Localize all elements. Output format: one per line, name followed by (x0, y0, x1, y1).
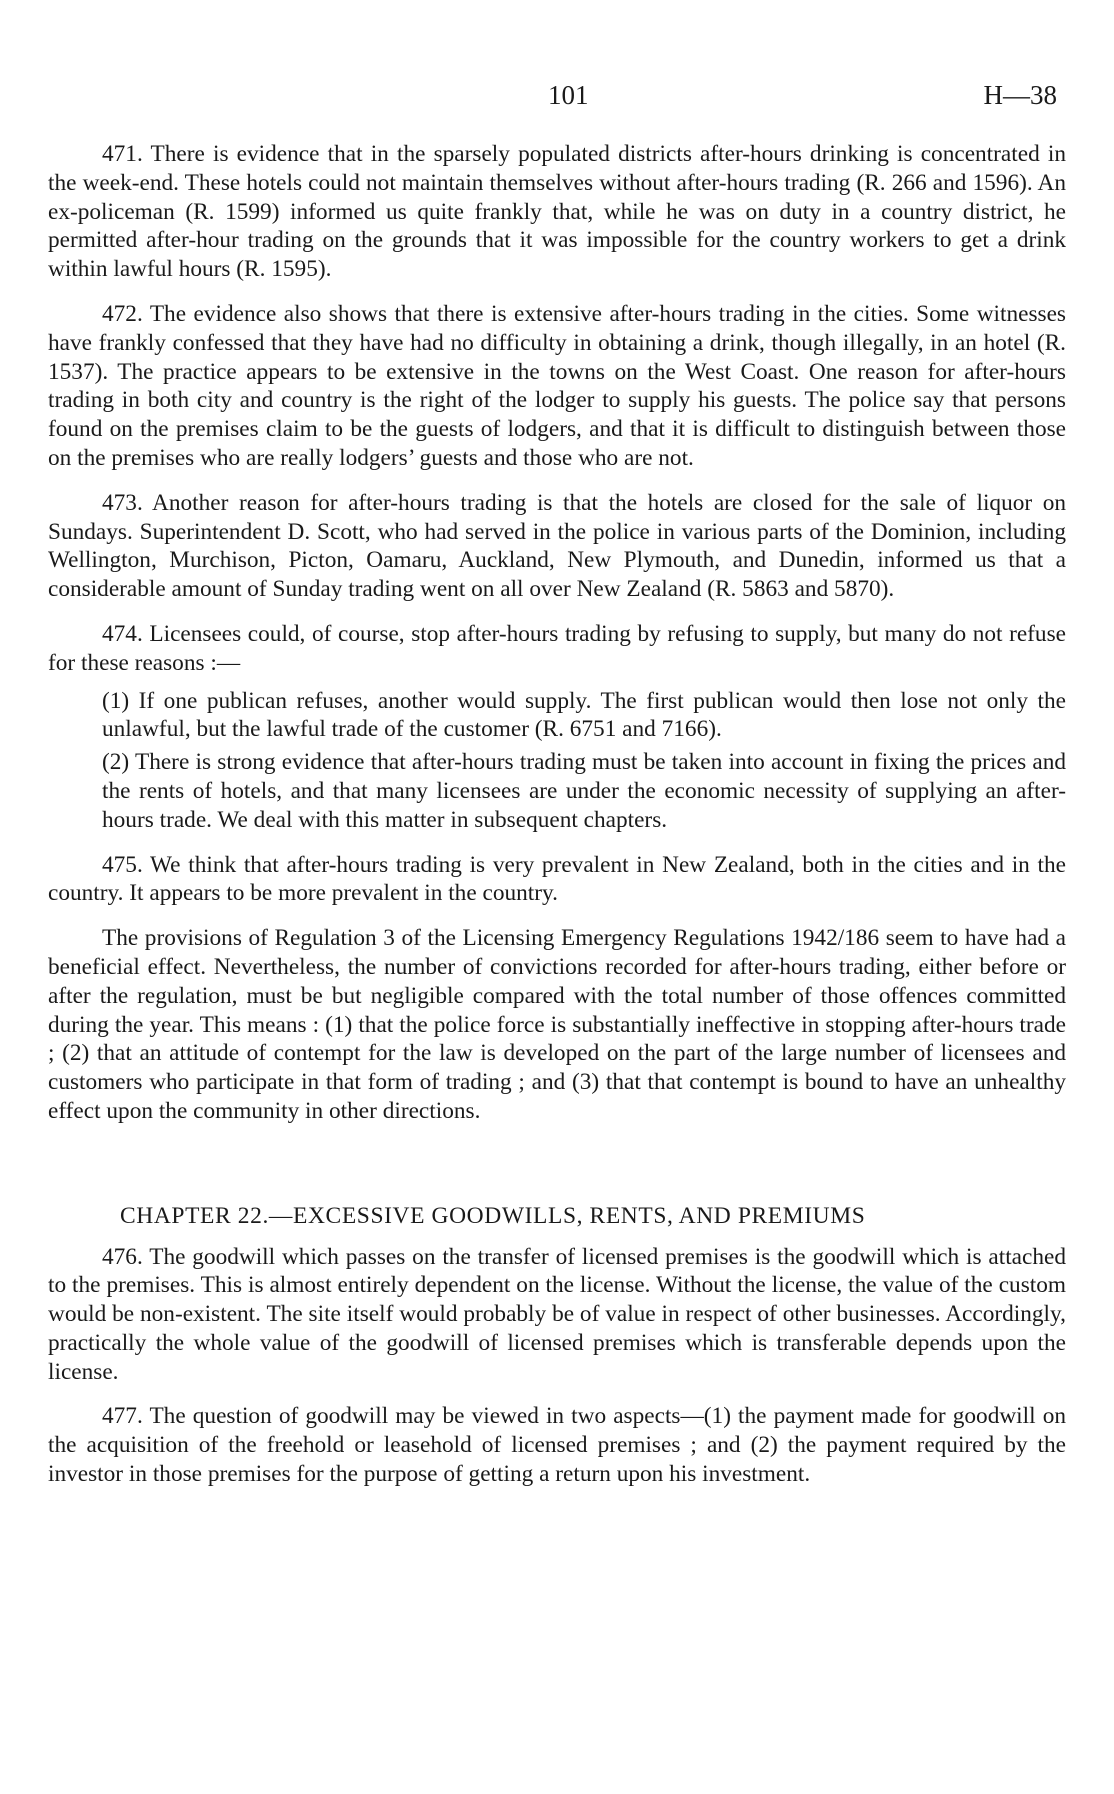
paragraph-476: 476. The goodwill which passes on the transfer of licensed premises is the goodwill which is attached to the premises. This is almost entirely dependent on the license. Without the license, the value of the custom would be non-existent. The site itself would probably be of value in respect of other businesses. Accordingly, practically the whole value of the goodwill of licensed premises which is transferable depends upon the license. (48, 1243, 1066, 1385)
subparagraph-2: (2) There is strong evidence that after-hours trading must be taken into account in fixing the prices and the rents of hotels, and that many licensees are under the economic necessity of supplying an after-hours trade. We deal with this matter in subsequent chapters. (102, 749, 1066, 833)
paragraph-471: 471. There is evidence that in the sparsely populated districts after-hours drinking is concentrated in the week-end. These hotels could not maintain themselves without after-hours trading (R. 266 and 1596). An ex-policeman (R. 1599) informed us quite frankly that, while he was on duty in a country district, he permitted after-hour trading on the grounds that it was impossible for the country workers to get a drink within lawful hours (R. 1595). (48, 141, 1066, 283)
paragraph-472: 472. The evidence also shows that there is extensive after-hours trading in the cities. Some witnesses have frankly confessed that they have had no difficulty in obtaining a drink, though illegally, in an hotel (R. 1537). The practice appears to be extensive in the towns on the West Coast. One reason for after-hours trading in both city and country is the right of the lodger to supply his guests. The police say that persons found on the premises claim to be the guests of lodgers, and that it is difficult to distinguish between those on the premises who are really lodgers’ guests and those who are not. (48, 300, 1066, 471)
paragraph-473: 473. Another reason for after-hours trading is that the hotels are closed for the sale of liquor on Sundays. Superintendent D. Scott, who had served in the police in various parts of the Dominion, including Wellington, Murchison, Picton, Oamaru, Auckland, New Plymouth, and Dunedin, informed us that a considerable amount of Sunday trading went on all over New Zealand (R. 5863 and 5870). (48, 489, 1066, 603)
paragraph-477: 477. The question of goodwill may be viewed in two aspects—(1) the payment made for goodwill on the acquisition of the freehold or leasehold of licensed premises ; and (2) the payment required by the investor in those premises for the purpose of getting a return upon his investment. (48, 1403, 1066, 1488)
paragraph-474: 474. Licensees could, of course, stop after-hours trading by refusing to supply, but many do not refuse for these reasons :— (48, 620, 1066, 676)
paragraph-regulation: The provisions of Regulation 3 of the Licensing Emergency Regulations 1942/186 seem to have had a beneficial effect. Nevertheless, the number of convictions recorded for after-hours trading, either before or after the regulation, must be but negligible compared with the total number of those offences committed during the year. This means : (1) that the police force is substantially ineffective in stopping after-hours trade ; (2) that an attitude of contempt for the law is developed on the part of the large number of licensees and customers who participate in that form of trading ; and (3) that that contempt is bound to have an unhealthy effect upon the community in other directions. (48, 925, 1066, 1124)
page-body (48, 140, 1066, 1505)
paragraph-475: 475. We think that after-hours trading is very prevalent in New Zealand, both in the cities and in the country. It appears to be more prevalent in the country. (48, 851, 1066, 907)
page-header (0, 78, 1114, 118)
subparagraph-1: (1) If one publican refuses, another would supply. The first publican would then lose not only the unlawful, but the lawful trade of the customer (R. 6751 and 7166). (102, 687, 1066, 743)
page-number: 101 (548, 80, 589, 110)
chapter-heading: CHAPTER 22.—EXCESSIVE GOODWILLS, RENTS, AND PREMIUMS (120, 1202, 866, 1229)
document-reference: H—38 (983, 80, 1057, 110)
